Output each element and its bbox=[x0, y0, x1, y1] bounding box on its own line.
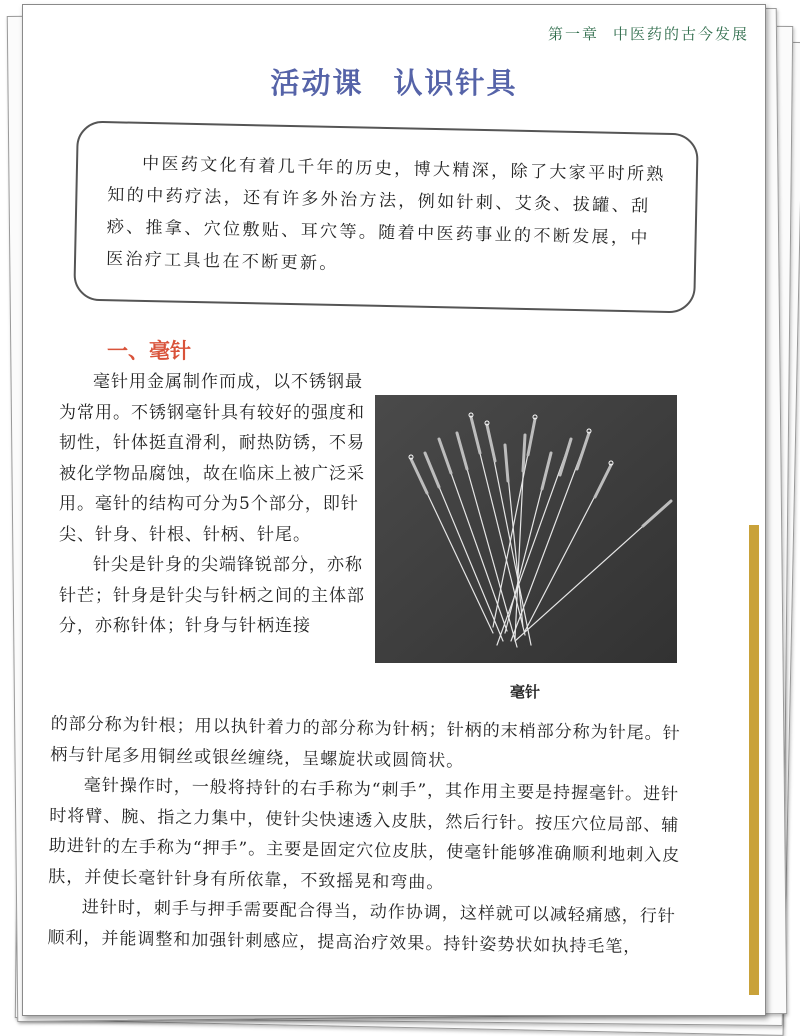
paragraph-structure: 毫针用金属制作而成，以不锈钢最为常用。不锈钢毫针具有较好的强度和韧性，针体挺直滑利，耐热防锈，不易被化学物品腐蚀，故在临床上被广泛采用。毫针的结构可分为5个部分，即针尖、针身、针根、针柄、针尾。 bbox=[59, 372, 365, 545]
paragraph-parts-start: 针尖是针身的尖端锋锐部分，亦称针芒；针身是针尖与针柄之间的主体部分，亦称针体；针身与针柄连接 bbox=[59, 555, 365, 636]
body-full-width bbox=[47, 709, 691, 963]
chapter-number: 第一章 bbox=[547, 25, 599, 43]
section-heading: 一、毫针 bbox=[107, 339, 191, 363]
intro-box bbox=[73, 121, 699, 314]
acupuncture-needles-photo bbox=[375, 395, 677, 663]
running-header bbox=[548, 23, 749, 44]
book-page bbox=[22, 4, 766, 1016]
intro-text: 中医药文化有着几千年的历史，博大精深，除了大家平时所熟知的中药疗法，还有许多外治方法，例如针刺、艾灸、拔罐、刮痧、推拿、穴位敷贴、耳穴等。随着中医药事业的不断发展，中医治疗工具也在不断更新。 bbox=[105, 153, 666, 275]
chapter-title: 中医药的古今发展 bbox=[612, 25, 749, 43]
paragraph-parts-end: 的部分称为针根；用以执针着力的部分称为针柄；针柄的末梢部分称为针尾。针柄与针尾多用铜丝或银丝缠绕，呈螺旋状或圆筒状。 bbox=[50, 713, 681, 771]
figure-caption: 毫针 bbox=[509, 683, 540, 701]
page-title bbox=[23, 61, 765, 102]
paragraph-hand-technique: 毫针操作时，一般将持针的右手称为“刺手”，其作用主要是持握毫针。进针时将臂、腕、指之力集中，使针尖快速透入皮肤，然后行针。按压穴位局部、辅助进针的左手称为“押手”。主要是固定穴位皮肤，使毫针能够准确顺利地刺入皮肤，并使长毫针针身有所依靠，不致摇晃和弯曲。 bbox=[48, 775, 681, 893]
body-column-left bbox=[59, 367, 377, 642]
page-edge-stripe bbox=[749, 525, 759, 995]
needles-illustration bbox=[375, 395, 677, 663]
title-activity: 活动课 bbox=[270, 66, 364, 100]
paragraph-needle-insertion: 进针时，刺手与押手需要配合得当，动作协调，这样就可以减轻痛感，行针顺利，并能调整和加强针刺感应，提高治疗效果。持针姿势状如执持毛笔， bbox=[47, 897, 676, 957]
title-topic: 认识针具 bbox=[393, 66, 518, 100]
